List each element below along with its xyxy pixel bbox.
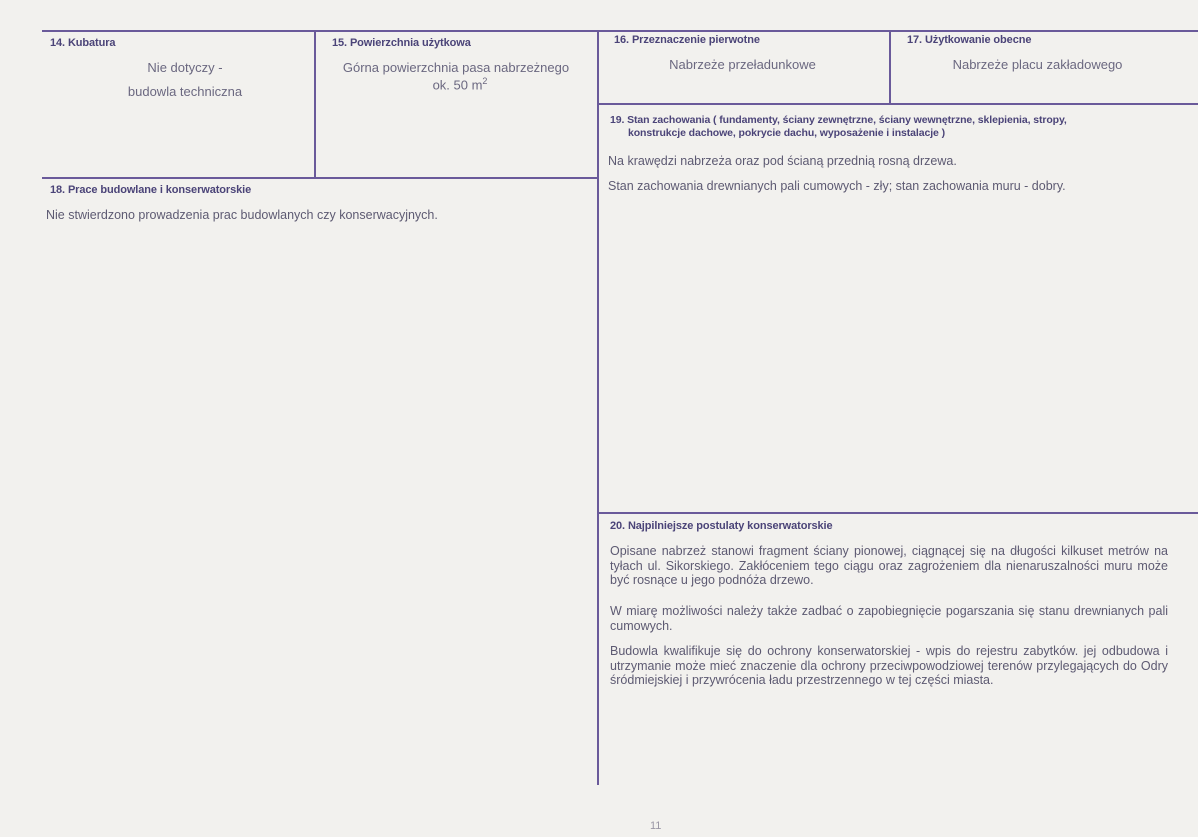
section-15-value-sup: 2 bbox=[482, 76, 488, 86]
section-15-value-line2 bbox=[380, 72, 540, 94]
section-20-paragraph-1: Opisane nabrzeż stanowi fragment ściany pionowej, ciągnącej się na długości kilkuset metrów na tyłach ul. Sikorskiego. Zakłóceniem tego ciągu oraz zagrożeniem dla nienaruszalności muru może być rosnące u jego podnóża drzewo. bbox=[610, 544, 1168, 587]
page-mark: 11 bbox=[650, 820, 662, 832]
rule-row-20 bbox=[597, 512, 1198, 514]
section-16-title: 16. Przeznaczenie pierwotne bbox=[614, 34, 760, 46]
section-19-title-line1: 19. Stan zachowania ( fundamenty, ściany zewnętrzne, ściany wewnętrzne, sklepienia, stropy, bbox=[610, 114, 1067, 126]
section-19-text-2: Stan zachowania drewnianych pali cumowych - zły; stan zachowania muru - dobry. bbox=[608, 179, 1066, 193]
section-20-paragraph-3: Budowla kwalifikuje się do ochrony konserwatorskiej - wpis do rejestru zabytków. jej odbudowa i utrzymanie może mieć znaczenie dla ochrony przeciwpowodziowej terenów przylegających do Odry śródmiejskiej i przywrócenia ładu przestrzennego w tej części miasta. bbox=[610, 644, 1168, 687]
section-18-title: 18. Prace budowlane i konserwatorskie bbox=[50, 184, 252, 196]
section-15-value-text: ok. 50 m bbox=[432, 77, 483, 93]
section-20-title: 20. Najpilniejsze postulaty konserwatorskie bbox=[610, 520, 833, 532]
section-15-title: 15. Powierzchnia użytkowa bbox=[332, 37, 471, 49]
rule-divider-14-15 bbox=[314, 30, 316, 179]
rule-top bbox=[42, 30, 1198, 32]
section-14-value-line1: Nie dotyczy - bbox=[147, 60, 223, 75]
rule-row-19 bbox=[597, 103, 1198, 105]
rule-divider-main bbox=[597, 30, 599, 785]
section-19-title-line2: konstrukcje dachowe, pokrycie dachu, wyposażenie i instalacje ) bbox=[628, 127, 945, 139]
rule-divider-16-17 bbox=[889, 30, 891, 104]
section-18-text: Nie stwierdzono prowadzenia prac budowlanych czy konserwacyjnych. bbox=[46, 208, 438, 222]
section-20-paragraph-2: W miarę możliwości należy także zadbać o zapobiegnięcie pogarszania się stanu drewnianych pali cumowych. bbox=[610, 604, 1168, 633]
rule-row-18 bbox=[42, 177, 599, 179]
section-17-title: 17. Użytkowanie obecne bbox=[907, 34, 1032, 46]
section-14-title: 14. Kubatura bbox=[50, 37, 116, 49]
section-19-text-1: Na krawędzi nabrzeża oraz pod ścianą przednią rosną drzewa. bbox=[608, 154, 957, 168]
section-16-value: Nabrzeże przeładunkowe bbox=[669, 57, 816, 72]
section-17-value: Nabrzeże placu zakładowego bbox=[952, 57, 1123, 72]
section-14-value-line2: budowla techniczna bbox=[127, 84, 243, 99]
section-15-value-line1: Górna powierzchnia pasa nabrzeżnego bbox=[342, 60, 570, 75]
